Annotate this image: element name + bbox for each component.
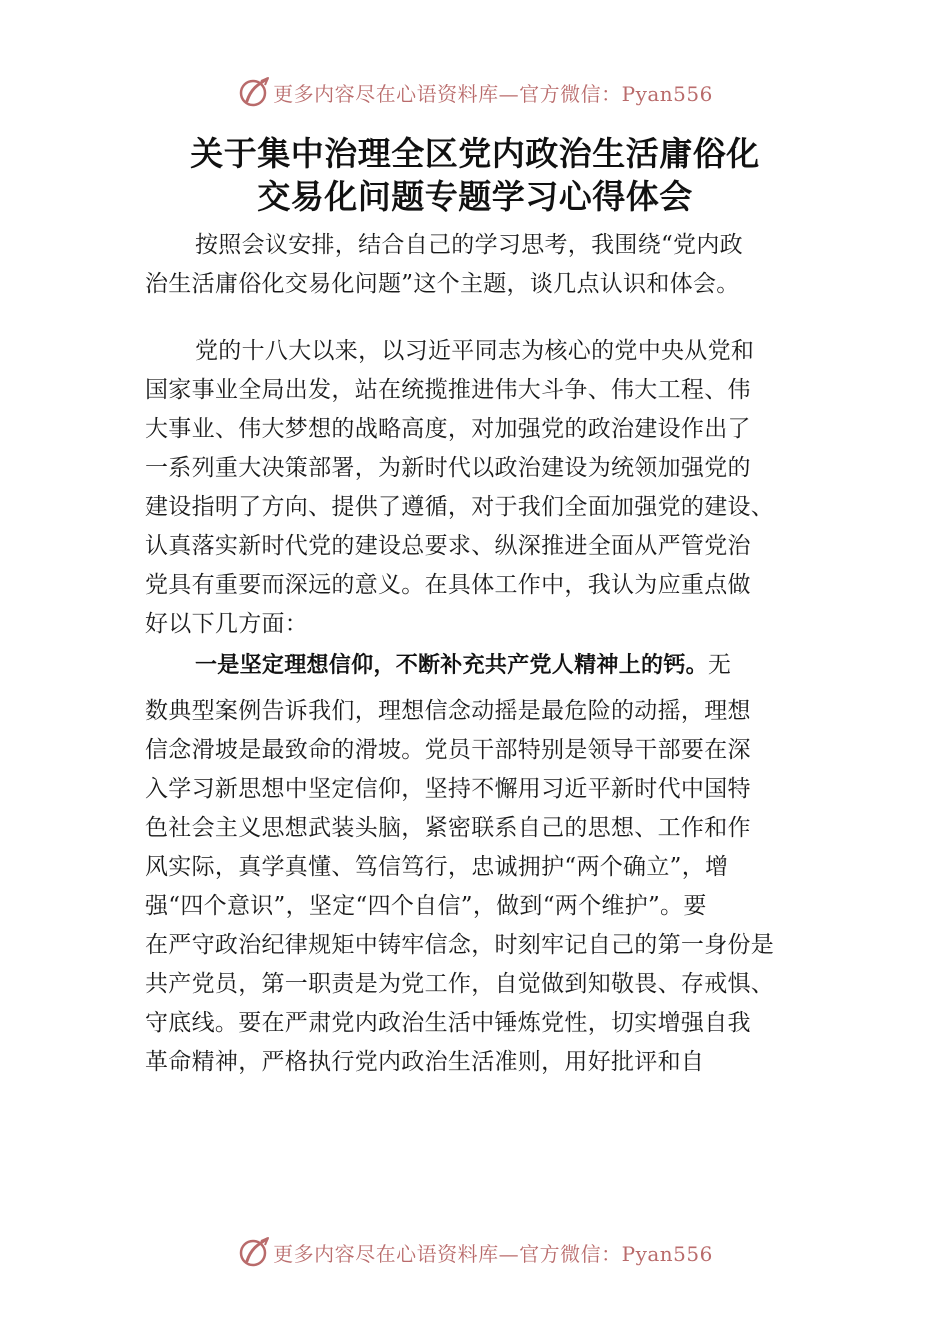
paragraph-2-line: 认真落实新时代党的建设总要求、纵深推进全面从严管党治 xyxy=(145,533,751,559)
paragraph-3-line: 共产党员，第一职责是为党工作，自觉做到知敬畏、存戒惧、 xyxy=(145,971,775,997)
paragraph-3-lead-heading: 一是坚定理想信仰，不断补充共产党人精神上的钙。 xyxy=(195,653,708,678)
logo-icon xyxy=(237,75,271,109)
document-title-line-1: 关于集中治理全区党内政治生活庸俗化 xyxy=(190,134,760,173)
paragraph-3-line: 守底线。要在严肃党内政治生活中锤炼党性，切实增强自我 xyxy=(145,1010,751,1036)
paragraph-2-line: 一系列重大决策部署，为新时代以政治建设为统领加强党的 xyxy=(145,455,751,481)
paragraph-3-line: 革命精神，严格执行党内政治生活准则，用好批评和自 xyxy=(145,1049,705,1075)
header-watermark-text: 更多内容尽在心语资料库—官方微信：Pyan556 xyxy=(273,81,713,106)
header-watermark-banner xyxy=(0,72,950,112)
paragraph-2-line: 国家事业全局出发，站在统揽推进伟大斗争、伟大工程、伟 xyxy=(145,377,751,403)
paragraph-3-line: 在严守政治纪律规矩中铸牢信念，时刻牢记自己的第一身份是 xyxy=(145,932,775,958)
paragraph-1-line: 治生活庸俗化交易化问题”这个主题，谈几点认识和体会。 xyxy=(145,271,740,297)
logo-icon xyxy=(237,1235,271,1269)
paragraph-3-line: 色社会主义思想武装头脑，紧密联系自己的思想、工作和作 xyxy=(145,815,751,841)
footer-watermark-text: 更多内容尽在心语资料库—官方微信：Pyan556 xyxy=(273,1241,713,1266)
footer-watermark-banner xyxy=(0,1232,950,1272)
paragraph-2-line: 党具有重要而深远的意义。在具体工作中，我认为应重点做 xyxy=(145,572,751,598)
paragraph-3-line: 风实际，真学真懂、笃信笃行，忠诚拥护“两个确立”，增 xyxy=(145,854,729,880)
paragraph-3-first-text: 无 xyxy=(707,652,732,678)
paragraph-2-line: 好以下几方面： xyxy=(145,611,309,637)
document-title-line-2: 交易化问题专题学习心得体会 xyxy=(257,177,693,216)
paragraph-1-line: 按照会议安排，结合自己的学习思考，我围绕“党内政 xyxy=(195,232,743,258)
paragraph-3-line: 信念滑坡是最致命的滑坡。党员干部特别是领导干部要在深 xyxy=(145,737,751,763)
paragraph-2-line: 大事业、伟大梦想的战略高度，对加强党的政治建设作出了 xyxy=(145,416,751,442)
paragraph-2-line: 党的十八大以来，以习近平同志为核心的党中央从党和 xyxy=(195,338,755,364)
paragraph-2-line: 建设指明了方向、提供了遵循，对于我们全面加强党的建设、 xyxy=(145,494,775,520)
paragraph-3-line: 入学习新思想中坚定信仰，坚持不懈用习近平新时代中国特 xyxy=(145,776,751,802)
paragraph-3-line: 数典型案例告诉我们，理想信念动摇是最危险的动摇，理想 xyxy=(145,698,751,724)
paragraph-3-line: 强“四个意识”，坚定“四个自信”，做到“两个维护”。要 xyxy=(145,893,707,919)
paragraph-3-first-line xyxy=(195,650,731,681)
